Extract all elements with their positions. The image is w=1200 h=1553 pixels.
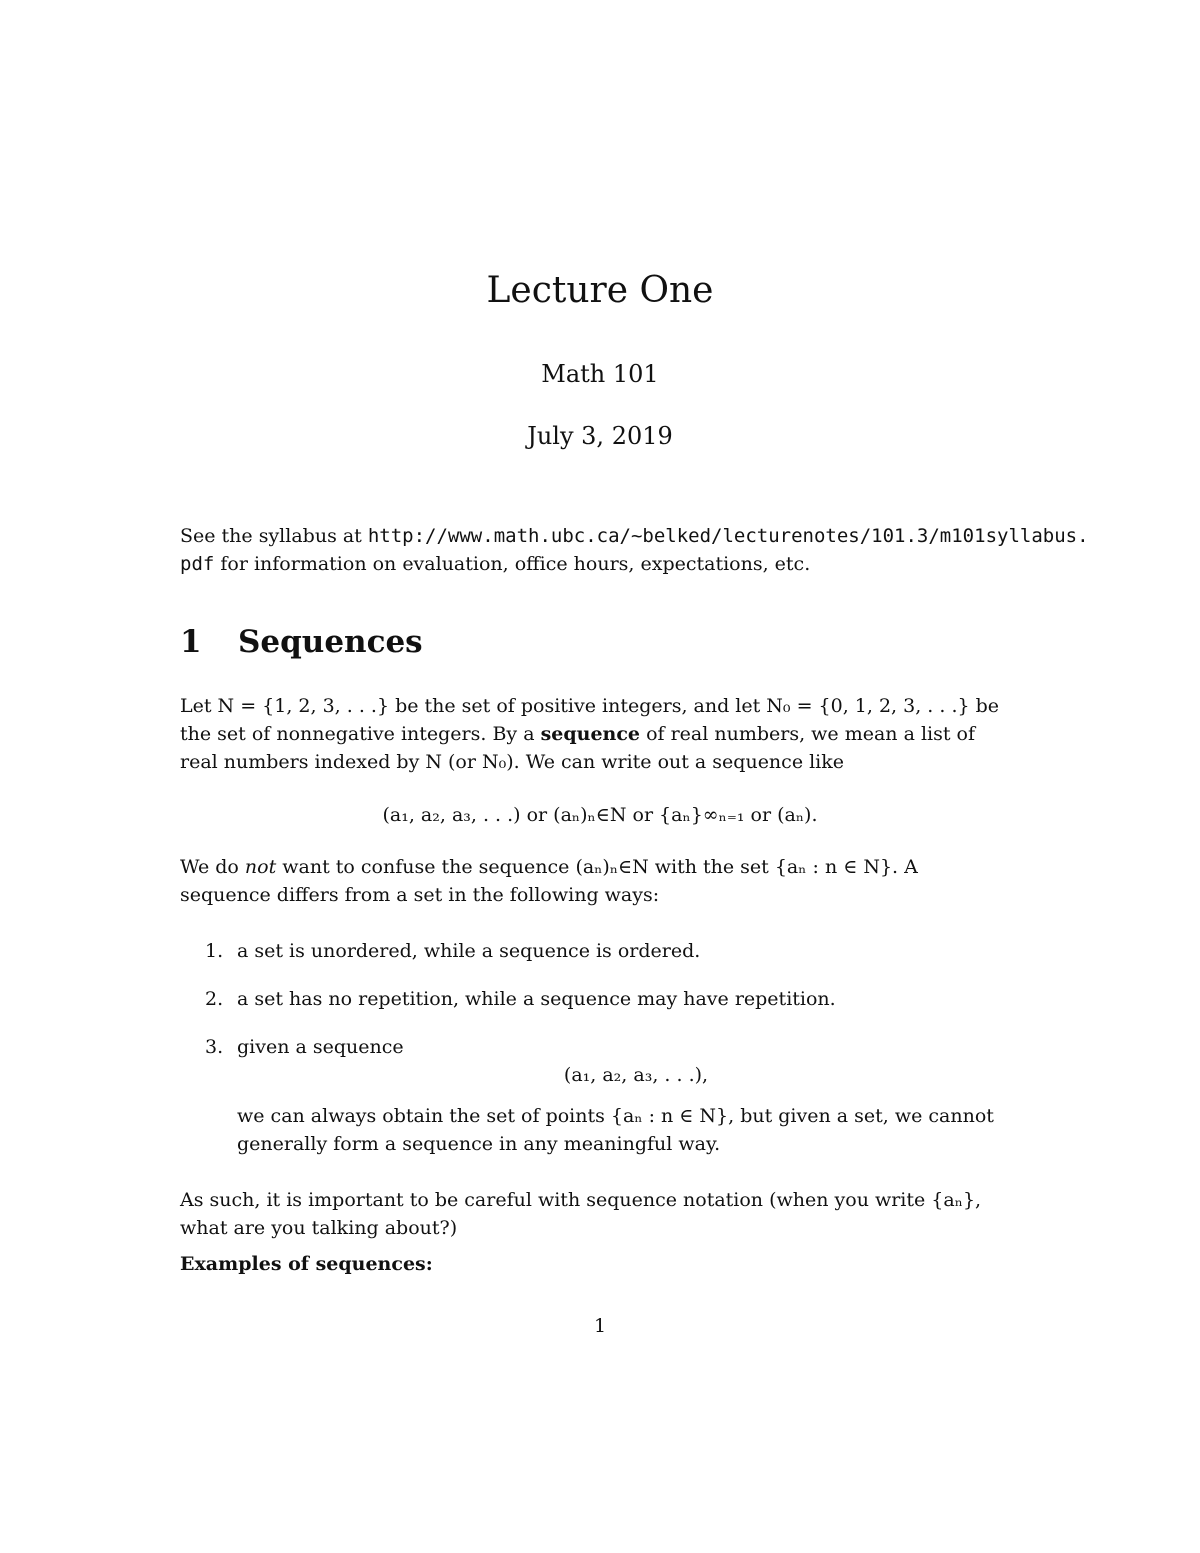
para3-line2: what are you talking about?)	[180, 1217, 458, 1239]
list-item	[205, 1036, 404, 1058]
para1-line2-a: the set of nonnegative integers. By a	[180, 723, 541, 745]
term-sequence: sequence	[540, 723, 641, 745]
para1-line3: real numbers indexed by N (or N₀). We can write out a sequence like	[180, 751, 845, 773]
list-item-number: 3.	[205, 1036, 224, 1058]
examples-heading: Examples of sequences:	[180, 1253, 433, 1275]
lecture-date: July 3, 2019	[527, 422, 673, 450]
syllabus-link-cont[interactable]: pdf	[180, 553, 215, 575]
para2-line1-a: We do	[180, 856, 245, 878]
list-item-continuation-2: generally form a sequence in any meaningful way.	[237, 1133, 721, 1155]
para1-line2-b: of real numbers, we mean a list of	[640, 723, 975, 745]
list-item	[205, 988, 836, 1010]
para1-line2	[180, 723, 975, 745]
section-title: Sequences	[238, 624, 423, 660]
display-equation-2: (a₁, a₂, a₃, . . .),	[563, 1064, 709, 1086]
list-item	[205, 940, 700, 962]
list-item-continuation-1: we can always obtain the set of points {aₙ : n ∈ N}, but given a set, we cannot	[237, 1105, 994, 1127]
display-equation-1: (a₁, a₂, a₃, . . .) or (aₙ)ₙ∈N or {aₙ}∞ₙ₌₁ or (aₙ).	[382, 804, 818, 826]
para1-line1: Let N = {1, 2, 3, . . .} be the set of positive integers, and let N₀ = {0, 1, 2, 3, . . .} be	[180, 695, 1000, 717]
para2-line1	[180, 856, 918, 878]
list-item-number: 2.	[205, 988, 224, 1010]
intro-suffix: for information on evaluation, office hours, expectations, etc.	[214, 553, 811, 575]
section-heading	[180, 624, 423, 660]
para2-line2: sequence differs from a set in the following ways:	[180, 884, 660, 906]
page-number: 1	[593, 1315, 607, 1337]
list-item-text: given a sequence	[237, 1036, 404, 1058]
emphasis-not: not	[244, 856, 277, 878]
list-item-number: 1.	[205, 940, 224, 962]
section-number: 1	[180, 624, 202, 660]
syllabus-link[interactable]: http://www.math.ubc.ca/~belked/lecturenotes/101.3/m101syllabus.	[367, 525, 1089, 547]
intro-prefix: See the syllabus at	[180, 525, 368, 547]
intro-line-2	[180, 550, 1030, 578]
list-item-text: a set has no repetition, while a sequence may have repetition.	[237, 988, 836, 1010]
intro-line-1	[180, 522, 1089, 550]
para3-line1: As such, it is important to be careful with sequence notation (when you write {aₙ},	[180, 1189, 982, 1211]
page-title: Lecture One	[486, 270, 714, 311]
list-item-text: a set is unordered, while a sequence is ordered.	[237, 940, 701, 962]
course-name: Math 101	[541, 360, 659, 388]
para2-line1-b: want to confuse the sequence (aₙ)ₙ∈N with the set {aₙ : n ∈ N}. A	[276, 856, 918, 878]
